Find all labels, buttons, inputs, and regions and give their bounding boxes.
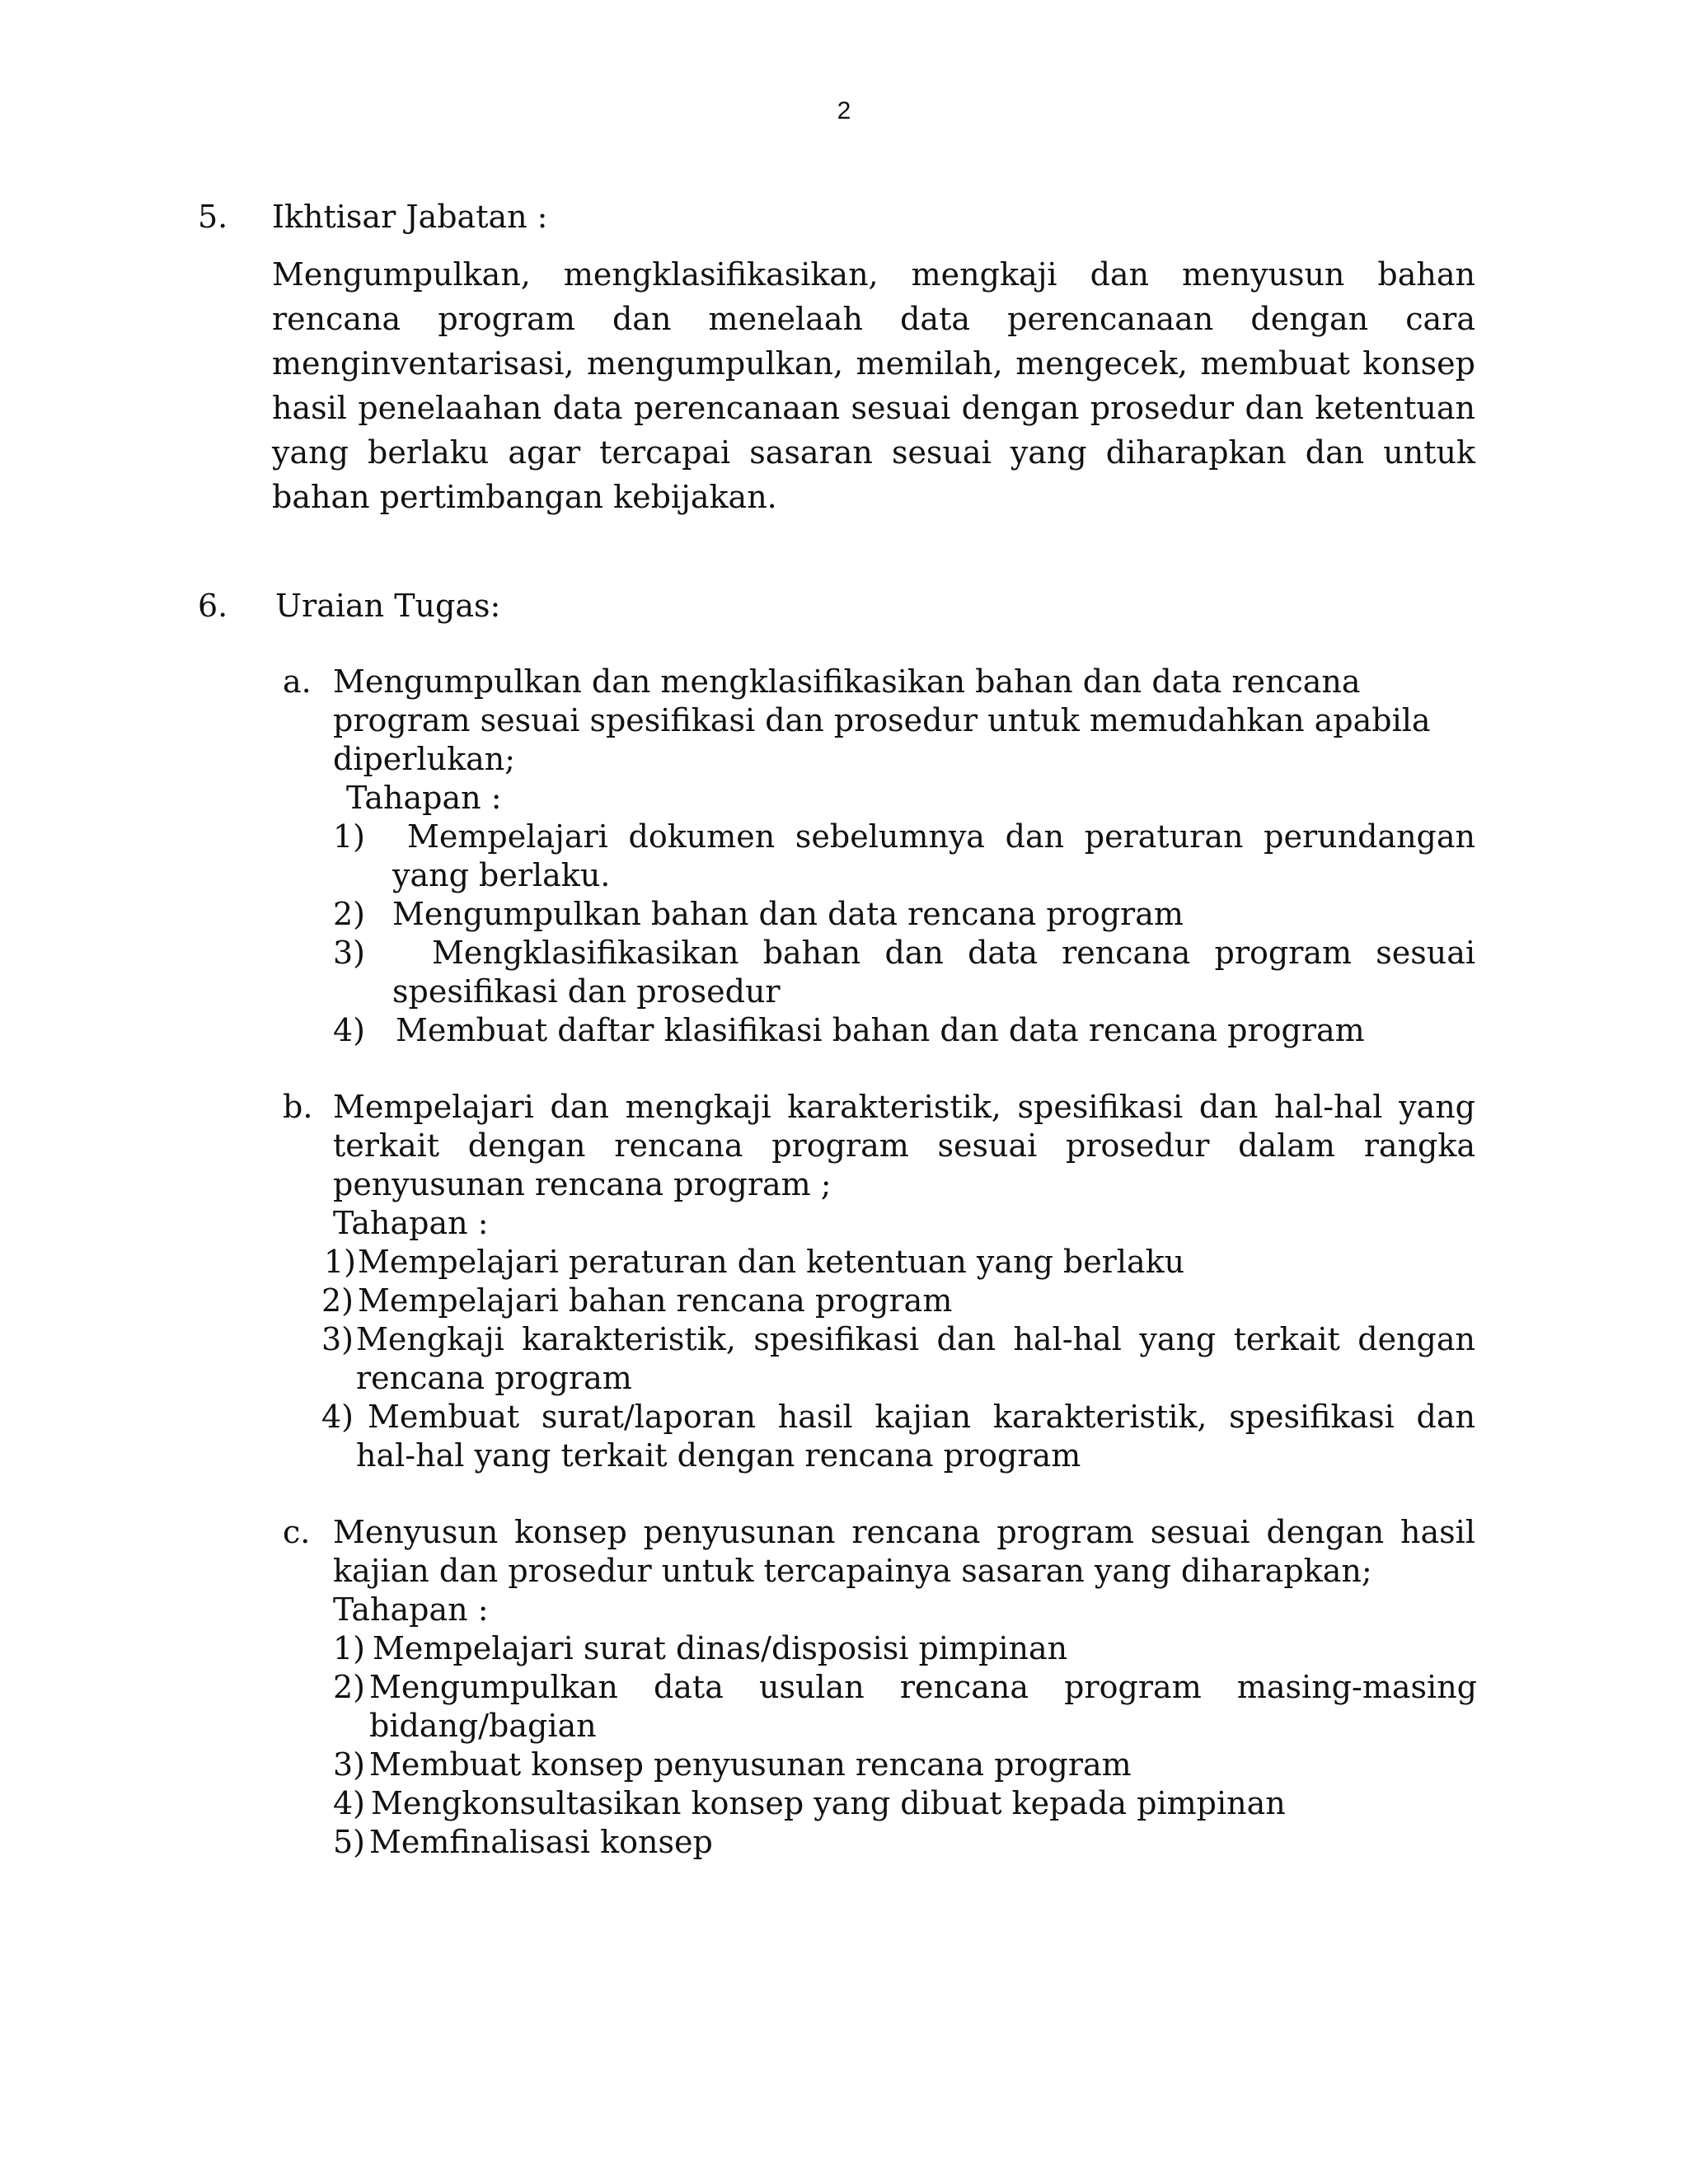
task-b-step-4-num: 4) [321,1399,354,1435]
task-a-step-1-num: 1) [333,818,366,855]
task-a-step-3-num: 3) [333,935,366,971]
task-a-tahapan-label: Tahapan : [346,780,502,816]
task-c-step-5-num: 5) [333,1824,366,1860]
task-a-letter: a. [283,663,312,700]
task-b-step-2-num: 2) [321,1282,354,1319]
section-5-body: Mengumpulkan, mengklasifikasikan, mengkaji dan menyusun bahan rencana program dan menelaah data perencanaan dengan cara menginventarisasi, mengumpulkan, memilah, mengecek, membuat konsep hasil penelaahan data perencanaan sesuai dengan prosedur dan ketentuan yang berlaku agar tercapai sasaran sesuai yang diharapkan dan untuk bahan pertimbangan kebijakan. [272,256,1475,515]
task-c-step-1-num: 1) [333,1630,366,1666]
task-c-step-5-line-1: Memfinalisasi konsep [369,1824,713,1860]
task-a-step-1-line-2: yang berlaku. [392,857,611,893]
section-6-title: Uraian Tugas: [275,588,501,624]
task-c-letter: c. [283,1514,311,1550]
task-c-step-4-num: 4) [333,1785,366,1821]
task-a-step-3-line-1: Mengklasifikasikan bahan dan data rencana program sesuai [432,935,1475,971]
task-c-step-3-line-1: Membuat konsep penyusunan rencana program [369,1746,1132,1783]
task-a-line-1: Mengumpulkan dan mengklasifikasikan bahan dan data rencana [333,663,1361,700]
task-b-line-1: Mempelajari dan mengkaji karakteristik, spesifikasi dan hal-hal yang [333,1089,1475,1125]
section-5-number: 5. [198,199,228,235]
task-c-step-2-line-1: Mengumpulkan data usulan rencana program masing-masing [369,1669,1477,1705]
task-a-step-1-line-1: Mempelajari dokumen sebelumnya dan peraturan perundangan [407,818,1475,855]
task-a-step-2-line-1: Mengumpulkan bahan dan data rencana program [392,896,1184,932]
task-c-line-2: kajian dan prosedur untuk tercapainya sasaran yang diharapkan; [333,1553,1372,1589]
task-c-step-2-num: 2) [333,1669,366,1705]
task-b-step-4-line-1: Membuat surat/laporan hasil kajian karakteristik, spesifikasi dan [368,1399,1475,1435]
task-c-line-1: Menyusun konsep penyusunan rencana program sesuai dengan hasil [333,1514,1475,1550]
task-a-step-4-line-1: Membuat daftar klasifikasi bahan dan data rencana program [396,1012,1365,1048]
task-a-step-4-num: 4) [333,1012,366,1048]
section-5-title: Ikhtisar Jabatan : [272,199,548,235]
task-b-step-3-num: 3) [321,1321,354,1357]
task-c-step-2-line-2: bidang/bagian [369,1708,597,1744]
section-6-number: 6. [198,588,228,624]
task-a-step-3-line-2: spesifikasi dan prosedur [392,973,781,1010]
task-b-line-3: penyusunan rencana program ; [333,1166,832,1202]
task-c-step-4-line-1: Mengkonsultasikan konsep yang dibuat kepada pimpinan [371,1785,1286,1821]
task-c-tahapan-label: Tahapan : [333,1591,489,1628]
task-a-line-3: diperlukan; [333,741,516,777]
task-c-step-3-num: 3) [333,1746,366,1783]
task-b-step-3-line-1: Mengkaji karakteristik, spesifikasi dan hal-hal yang terkait dengan [356,1321,1475,1357]
task-b-letter: b. [283,1089,313,1125]
task-c-step-1-line-1: Mempelajari surat dinas/disposisi pimpinan [373,1630,1068,1666]
task-b-step-1-line-1: Mempelajari peraturan dan ketentuan yang berlaku [358,1244,1185,1280]
page-number: 2 [837,97,851,124]
task-b-step-4-line-2: hal-hal yang terkait dengan rencana program [356,1437,1081,1474]
task-b-step-1-num: 1) [324,1244,357,1280]
task-b-tahapan-label: Tahapan : [333,1205,489,1241]
task-a-step-2-num: 2) [333,896,366,932]
task-b-line-2: terkait dengan rencana program sesuai prosedur dalam rangka [333,1127,1475,1164]
task-b-step-2-line-1: Mempelajari bahan rencana program [358,1282,953,1319]
task-b-step-3-line-2: rencana program [356,1360,632,1396]
task-a-line-2: program sesuai spesifikasi dan prosedur untuk memudahkan apabila [333,702,1431,738]
